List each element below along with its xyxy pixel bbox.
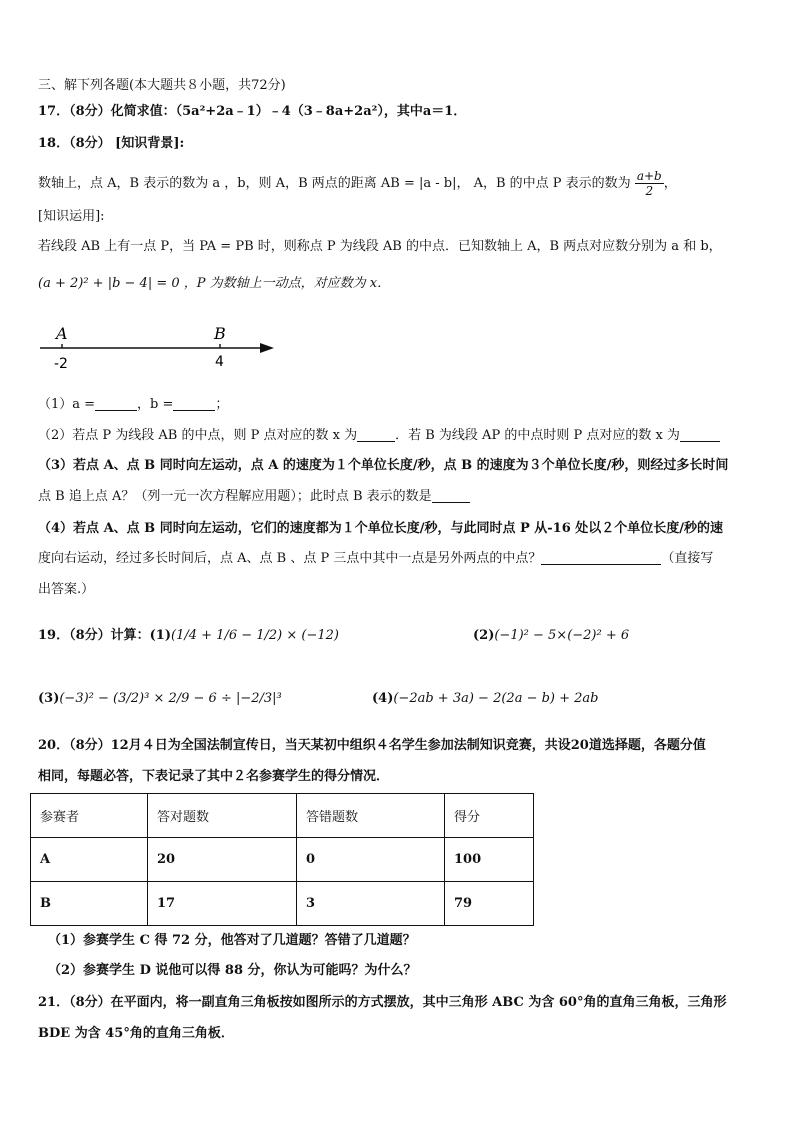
expression-4-row bbox=[372, 690, 599, 708]
table-cell: 79 bbox=[445, 882, 534, 926]
expression-2-label: (2) bbox=[473, 628, 495, 643]
question-number: 19．（8分） bbox=[38, 628, 111, 643]
question-18-header bbox=[38, 135, 184, 153]
expression-3-label: (3) bbox=[38, 691, 60, 706]
expression-1: (1/4 + 1/6 − 1/2) × (−12) bbox=[171, 628, 339, 643]
q20-part-2: （2）参赛学生 D 说他可以得 88 分，你认为可能吗？为什么？ bbox=[48, 963, 417, 978]
q18-part-3-line2: 点 B 追上点 A？（列一元一次方程解应用题）；此时点 B 表示的数是 bbox=[38, 488, 470, 506]
table-row bbox=[31, 882, 534, 926]
knowledge-background-label: [知识背景]: bbox=[115, 136, 185, 151]
section-title: 三、解下列各题(本大题共８小题，共72分) bbox=[38, 78, 286, 93]
table-cell: 100 bbox=[445, 838, 534, 882]
expression-1-label: (1) bbox=[149, 628, 172, 643]
answer-blank[interactable] bbox=[173, 396, 215, 411]
q20-part-1: （1）参赛学生 C 得 72 分，他答对了几道题？答错了几道题？ bbox=[48, 933, 416, 948]
expression-2: (−1)² − 5×(−2)² + 6 bbox=[494, 628, 630, 643]
q18-background-text: 数轴上，点 A，B 表示的数为 a ，b，则 A，B 两点的距离 AB = |a - b|， A，B 的中点 P 表示的数为 $\frac{a+b}{2}$ ， bbox=[38, 169, 677, 198]
question-19-header: 19．（8分）计算：(1)(1/4 + 1/6 − 1/2) × (−12) bbox=[38, 628, 339, 643]
question-17 bbox=[38, 103, 466, 121]
expression-4: (−2ab + 3a) − 2(2a − b) + 2ab bbox=[393, 691, 599, 706]
table-cell: 17 bbox=[148, 882, 297, 926]
point-a-label: A bbox=[56, 324, 68, 343]
expression-3: (−3)² − (3/2)³ × 2/9 − 6 ÷ |−2/3|³ bbox=[59, 691, 282, 706]
q18-part-4-line3: 出答案.） bbox=[38, 582, 95, 597]
answer-blank[interactable] bbox=[541, 550, 661, 565]
table-cell: 0 bbox=[297, 838, 445, 882]
q18-definition: 若线段 AB 上有一点 P，当 PA = PB 时，则称点 P 为线段 AB 的中点．已知数轴上 A，B 两点对应数分别为 a 和 b， bbox=[38, 239, 722, 254]
question-21-line1: 21．（8分）在平面内，将一副直角三角板按如图所示的方式摆放，其中三角形 ABC 为含 60°角的直角三角板，三角形 bbox=[38, 995, 727, 1010]
question-number: 17．（8分） bbox=[38, 104, 111, 119]
table-header-row bbox=[31, 794, 534, 838]
table-cell: 3 bbox=[297, 882, 445, 926]
question-text: 化简求值：（5a²+2a﹣1）﹣4（3﹣8a+2a²），其中a＝1． bbox=[110, 104, 467, 119]
point-b-value: 4 bbox=[215, 354, 224, 370]
table-cell: 20 bbox=[148, 838, 297, 882]
answer-blank[interactable] bbox=[357, 427, 395, 442]
header-cell: 答对题数 bbox=[148, 794, 297, 838]
score-table bbox=[30, 793, 534, 926]
question-number: 18．（8分） bbox=[38, 136, 111, 151]
table-cell: A bbox=[31, 838, 148, 882]
answer-blank[interactable] bbox=[95, 396, 137, 411]
expression-3-row bbox=[38, 690, 282, 708]
q18-part-4-line1: （4）若点 A、点 B 同时向左运动，它们的速度都为１个单位长度/秒，与此同时点 P 从-16 处以２个单位长度/秒的速 bbox=[38, 521, 724, 536]
answer-blank[interactable] bbox=[680, 427, 720, 442]
number-line bbox=[38, 320, 288, 380]
question-number: 21．（8分） bbox=[38, 995, 111, 1010]
q18-condition: (a + 2)² + |b − 4| = 0 ，P 为数轴上一动点，对应数为 x． bbox=[38, 276, 391, 291]
question-number: 20．（8分） bbox=[38, 738, 111, 753]
answer-blank[interactable] bbox=[432, 488, 470, 503]
header-cell: 答错题数 bbox=[297, 794, 445, 838]
expression-4-label: (4) bbox=[372, 691, 394, 706]
knowledge-use-label: [知识运用]: bbox=[38, 209, 105, 224]
question-20-line2: 相同，每题必答，下表记录了其中２名参赛学生的得分情况． bbox=[38, 769, 390, 784]
q18-part-3-line1: （3）若点 A、点 B 同时向左运动，点 A 的速度为１个单位长度/秒，点 B 的速度为３个单位长度/秒，则经过多长时间 bbox=[38, 458, 729, 473]
header-cell: 得分 bbox=[445, 794, 534, 838]
q18-part-2: （2）若点 P 为线段 AB 的中点，则 P 点对应的数 x 为 ．若 B 为线段 AP 的中点时则 P 点对应的数 x 为 bbox=[38, 427, 720, 445]
midpoint-fraction: $\frac{a+b}{2}$ bbox=[636, 169, 662, 198]
q18-part-4-line2: 度向右运动，经过多长时间后，点 A、点 B 、点 P 三点中其中一点是另外两点的中点？ （直接写 bbox=[38, 551, 714, 566]
point-a-value: -2 bbox=[54, 356, 68, 372]
table-cell: B bbox=[31, 882, 148, 926]
point-b-label: B bbox=[214, 324, 226, 343]
expression-2-row bbox=[473, 627, 629, 645]
table-row bbox=[31, 838, 534, 882]
q18-part-1: （1）a = ，b = ； bbox=[38, 397, 229, 412]
question-20-line1: 20．（8分）12月４日为全国法制宣传日，当天某初中组织４名学生参加法制知识竞赛，共设20道选择题，各题分值 bbox=[38, 738, 706, 753]
header-cell: 参赛者 bbox=[31, 794, 148, 838]
question-21-line2: BDE 为含 45°角的直角三角板． bbox=[38, 1026, 234, 1041]
